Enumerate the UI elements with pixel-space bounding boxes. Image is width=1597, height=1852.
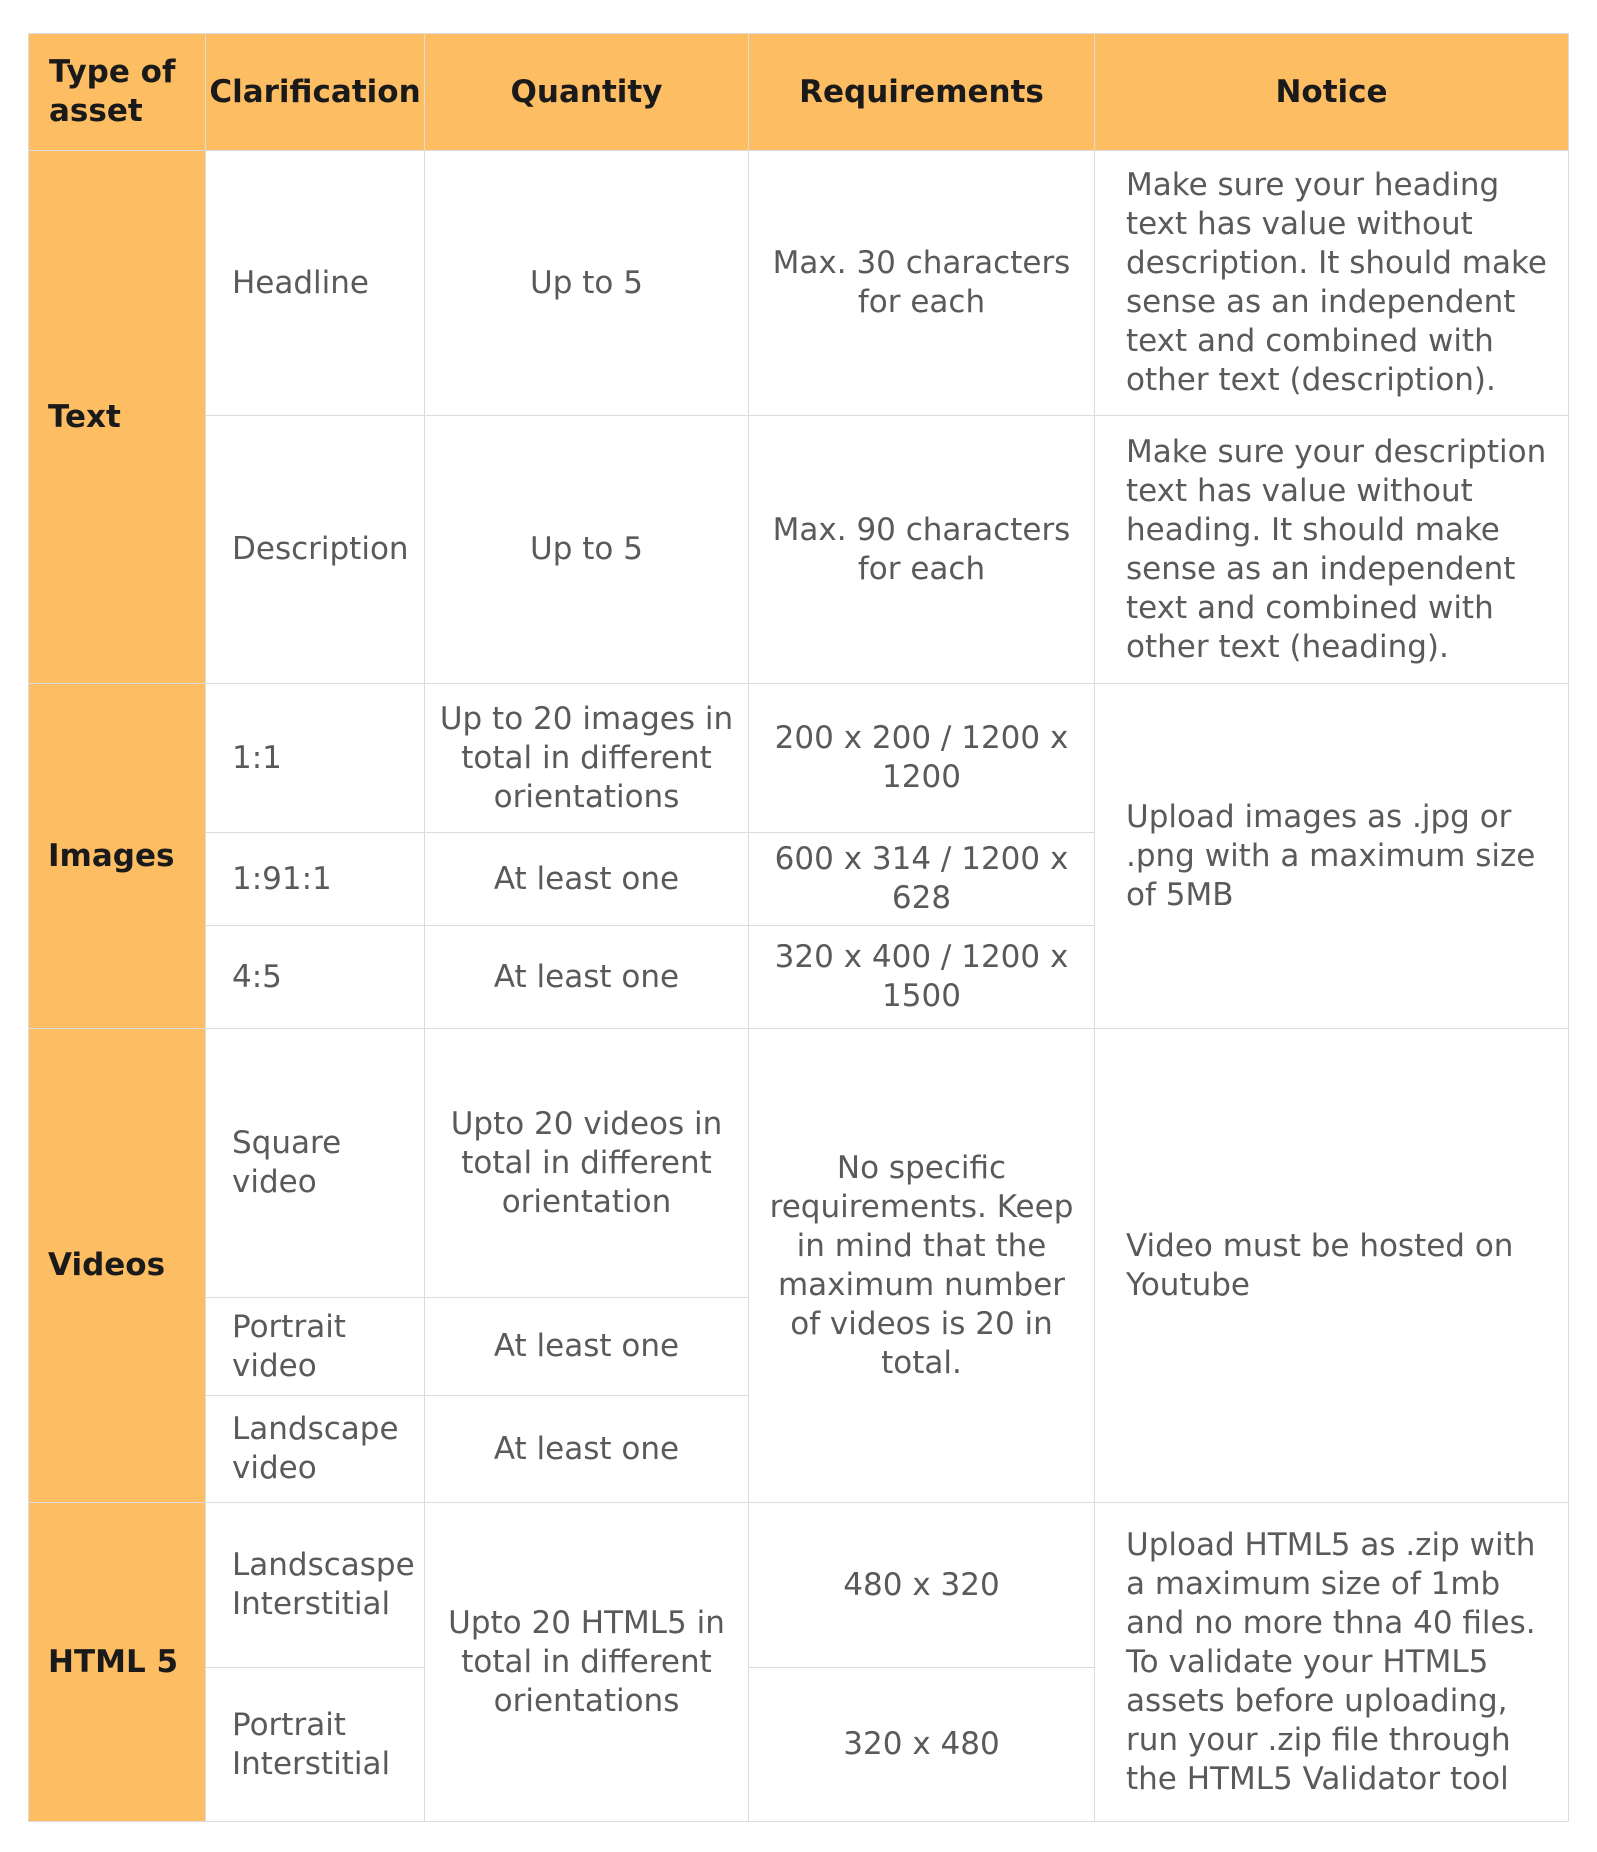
table-header-row bbox=[29, 34, 1569, 151]
clarification-cell: 4:5 bbox=[206, 926, 425, 1029]
quantity-cell: At least one bbox=[425, 833, 749, 926]
requirements-cell: 480 x 320 bbox=[749, 1503, 1095, 1668]
clarification-cell: Description bbox=[206, 416, 425, 684]
notice-cell-images: Upload images as .jpg or .png with a maximum size of 5MB bbox=[1095, 684, 1569, 1029]
table-row bbox=[29, 416, 1569, 684]
header-notice: Notice bbox=[1095, 34, 1569, 151]
clarification-cell: Portrait Interstitial bbox=[206, 1668, 425, 1822]
category-html5: HTML 5 bbox=[29, 1503, 206, 1822]
category-images: Images bbox=[29, 684, 206, 1029]
requirements-cell: 600 x 314 / 1200 x 628 bbox=[749, 833, 1095, 926]
clarification-cell: 1:91:1 bbox=[206, 833, 425, 926]
table-row bbox=[29, 1503, 1569, 1668]
category-videos: Videos bbox=[29, 1029, 206, 1503]
header-clarification: Clarification bbox=[206, 34, 425, 151]
quantity-cell: At least one bbox=[425, 926, 749, 1029]
quantity-cell-html5: Upto 20 HTML5 in total in different orientations bbox=[425, 1503, 749, 1822]
asset-requirements-table-wrapper bbox=[28, 33, 1569, 1822]
requirements-cell: Max. 30 characters for each bbox=[749, 151, 1095, 416]
requirements-cell: 320 x 400 / 1200 x 1500 bbox=[749, 926, 1095, 1029]
clarification-cell: Portrait video bbox=[206, 1298, 425, 1396]
requirements-cell: 320 x 480 bbox=[749, 1668, 1095, 1822]
header-quantity: Quantity bbox=[425, 34, 749, 151]
clarification-cell: Landscape video bbox=[206, 1396, 425, 1503]
requirements-cell: 200 x 200 / 1200 x 1200 bbox=[749, 684, 1095, 833]
category-text: Text bbox=[29, 151, 206, 684]
clarification-cell: Landscaspe Interstitial bbox=[206, 1503, 425, 1668]
table-row bbox=[29, 151, 1569, 416]
notice-cell: Make sure your heading text has value without description. It should make sense as an independent text and combined with other text (description). bbox=[1095, 151, 1569, 416]
asset-requirements-table bbox=[28, 33, 1569, 1822]
quantity-cell: Up to 5 bbox=[425, 416, 749, 684]
clarification-cell: 1:1 bbox=[206, 684, 425, 833]
requirements-cell: Max. 90 characters for each bbox=[749, 416, 1095, 684]
table-row bbox=[29, 684, 1569, 833]
quantity-cell: Up to 5 bbox=[425, 151, 749, 416]
notice-cell-videos: Video must be hosted on Youtube bbox=[1095, 1029, 1569, 1503]
quantity-cell: Up to 20 images in total in different orientations bbox=[425, 684, 749, 833]
clarification-cell: Square video bbox=[206, 1029, 425, 1298]
quantity-cell: At least one bbox=[425, 1396, 749, 1503]
notice-cell-html5: Upload HTML5 as .zip with a maximum size of 1mb and no more thna 40 files. To validate your HTML5 assets before uploading, run your .zip file through the HTML5 Validator tool bbox=[1095, 1503, 1569, 1822]
table-row bbox=[29, 1029, 1569, 1298]
notice-cell: Make sure your description text has value without heading. It should make sense as an independent text and combined with other text (heading). bbox=[1095, 416, 1569, 684]
requirements-cell-videos: No specific requirements. Keep in mind that the maximum number of videos is 20 in total. bbox=[749, 1029, 1095, 1503]
quantity-cell: At least one bbox=[425, 1298, 749, 1396]
quantity-cell: Upto 20 videos in total in different orientation bbox=[425, 1029, 749, 1298]
header-requirements: Requirements bbox=[749, 34, 1095, 151]
clarification-cell: Headline bbox=[206, 151, 425, 416]
header-type-of-asset: Type of asset bbox=[29, 34, 206, 151]
